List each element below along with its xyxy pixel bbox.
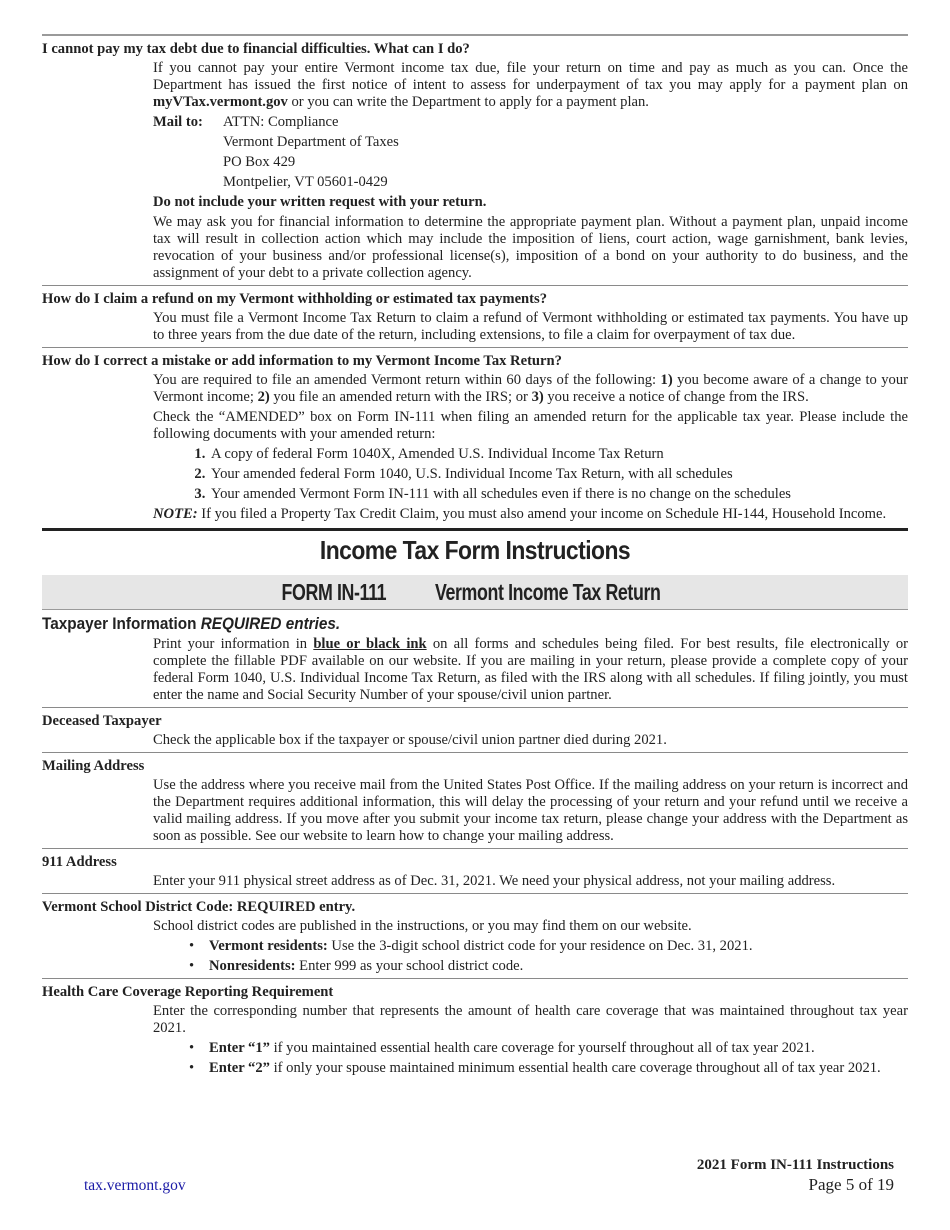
list-item: 2. Your amended federal Form 1040, U.S. Individual Income Tax Return, with all schedules [209, 466, 908, 483]
ink-emphasis: blue or black ink [313, 636, 427, 652]
page-number: Page 5 of 19 [808, 1175, 894, 1194]
section-heading: Health Care Coverage Reporting Requirement [42, 984, 334, 1000]
footer-form-title: 2021 Form IN-111 Instructions [696, 1157, 894, 1173]
website-link[interactable]: tax.vermont.gov [84, 1177, 186, 1194]
paragraph: Use the address where you receive mail from the United States Post Office. If the mailing address on your return is incorrect and the Department requires additional information, this will delay the processing of your return and your refund until we receive a valid mailing address. If you move after you submit your income tax return, please change your address with the Department as soon as possible. See our website to learn how to change your mailing address. [153, 777, 908, 844]
section-deceased-taxpayer [42, 707, 908, 749]
paragraph: Enter the corresponding number that represents the amount of health care coverage that was maintained throughout tax year 2021. [153, 1003, 908, 1036]
section-divider [42, 528, 908, 531]
section-911-address [42, 848, 908, 890]
section-refund [42, 285, 908, 344]
paragraph: School district codes are published in the instructions, or you may find them on our website. [153, 918, 692, 934]
list-item: 3. Your amended Vermont Form IN-111 with all schedules even if there is no change on the schedules [209, 486, 908, 503]
mail-to-block [153, 114, 908, 194]
section-heading: Mailing Address [42, 758, 145, 774]
mail-address [223, 114, 399, 194]
paragraph: We may ask you for financial information to determine the appropriate payment plan. Without a payment plan, unpaid income tax will result in collection action which may include the imposition of liens, court action, wage garnishment, bank levies, revocation of your business and/or professional license(s), imposition of a bond on your authority to do business, and the assignment of your debt to a private collection agency. [153, 214, 908, 281]
section-amend [42, 347, 908, 523]
warning-text: Do not include your written request with your return. [153, 194, 487, 210]
page-footer [697, 1155, 894, 1195]
mail-to-label: Mail to: [153, 114, 203, 130]
myvtax-link-text: myVTax.vermont.gov [153, 94, 288, 110]
paragraph: You must file a Vermont Income Tax Return to claim a refund of Vermont withholding or estimated tax payments. You have up to three years from the due date of the return, including extensions, to file a claim for overpayment of tax due. [153, 310, 908, 343]
note: NOTE: If you filed a Property Tax Credit Claim, you must also amend your income on Schedule HI-144, Household Income. [153, 506, 887, 522]
question-heading: I cannot pay my tax debt due to financial difficulties. What can I do? [42, 41, 470, 57]
section-heading: 911 Address [42, 854, 117, 870]
address-line: PO Box 429 [223, 154, 296, 170]
section-mailing-address [42, 752, 908, 845]
section-taxpayer-information [42, 614, 908, 704]
list-item: • Vermont residents: Use the 3-digit school district code for your residence on Dec. 31, 2021. [209, 938, 908, 955]
section-heading: Deceased Taxpayer [42, 713, 162, 729]
paragraph: Check the “AMENDED” box on Form IN-111 when filing an amended return for the applicable tax year. Please include the following documents with your amended return: [153, 409, 908, 442]
address-line: Vermont Department of Taxes [223, 134, 399, 150]
paragraph: You are required to file an amended Vermont return within 60 days of the following: 1) you become aware of a change to your Vermont income; 2) you file an amended return with the IRS; or 3) you receive a notice of change from the IRS. [153, 372, 908, 405]
section-payment-plan [42, 34, 908, 282]
amend-documents-list [153, 446, 908, 503]
form-number: FORM IN-111 [281, 579, 386, 605]
list-item: 1. A copy of federal Form 1040X, Amended U.S. Individual Income Tax Return [209, 446, 908, 463]
address-line: Montpelier, VT 05601-0429 [223, 174, 388, 190]
paragraph: Check the applicable box if the taxpayer or spouse/civil union partner died during 2021. [153, 732, 667, 748]
bullet-list [153, 1040, 908, 1077]
section-school-district-code [42, 893, 908, 975]
question-heading: How do I correct a mistake or add information to my Vermont Income Tax Return? [42, 353, 562, 369]
question-heading: How do I claim a refund on my Vermont withholding or estimated tax payments? [42, 291, 547, 307]
address-line: ATTN: Compliance [223, 114, 339, 130]
bullet-list [153, 938, 908, 975]
list-item: • Enter “2” if only your spouse maintained minimum essential health care coverage throughout all of tax year 2021. [209, 1060, 908, 1077]
paragraph: Enter your 911 physical street address as of Dec. 31, 2021. We need your physical address, not your mailing address. [153, 873, 836, 889]
paragraph: If you cannot pay your entire Vermont income tax due, file your return on time and pay as much as you can. Once the Department has issued the first notice of intent to assess for underpayment of tax you may apply for a payment plan on myVTax.vermont.gov or you can write the Department to apply for a payment plan. [153, 60, 908, 110]
page-content [42, 34, 908, 1080]
form-title-bar [42, 575, 908, 610]
section-health-care-coverage [42, 978, 908, 1077]
section-heading: Vermont School District Code: REQUIRED entry. [42, 899, 356, 915]
list-item: • Nonresidents: Enter 999 as your school district code. [209, 958, 908, 975]
form-name: Vermont Income Tax Return [434, 579, 661, 605]
paragraph: Print your information in blue or black ink on all forms and schedules being filed. For best results, file electronically or complete the fillable PDF available on our website. If you are mailing in your return, please provide a complete copy of your federal Form 1040, U.S. Individual Income Tax Return, as filed with the IRS along with all schedules. If filing jointly, you must enter the name and Social Security Number of your spouse/civil union partner. [153, 636, 908, 703]
list-item: • Enter “1” if you maintained essential health care coverage for yourself throughout all of tax year 2021. [209, 1040, 908, 1057]
page-title: Income Tax Form Instructions [319, 535, 631, 565]
section-heading: Taxpayer Information REQUIRED entries. [42, 614, 341, 633]
